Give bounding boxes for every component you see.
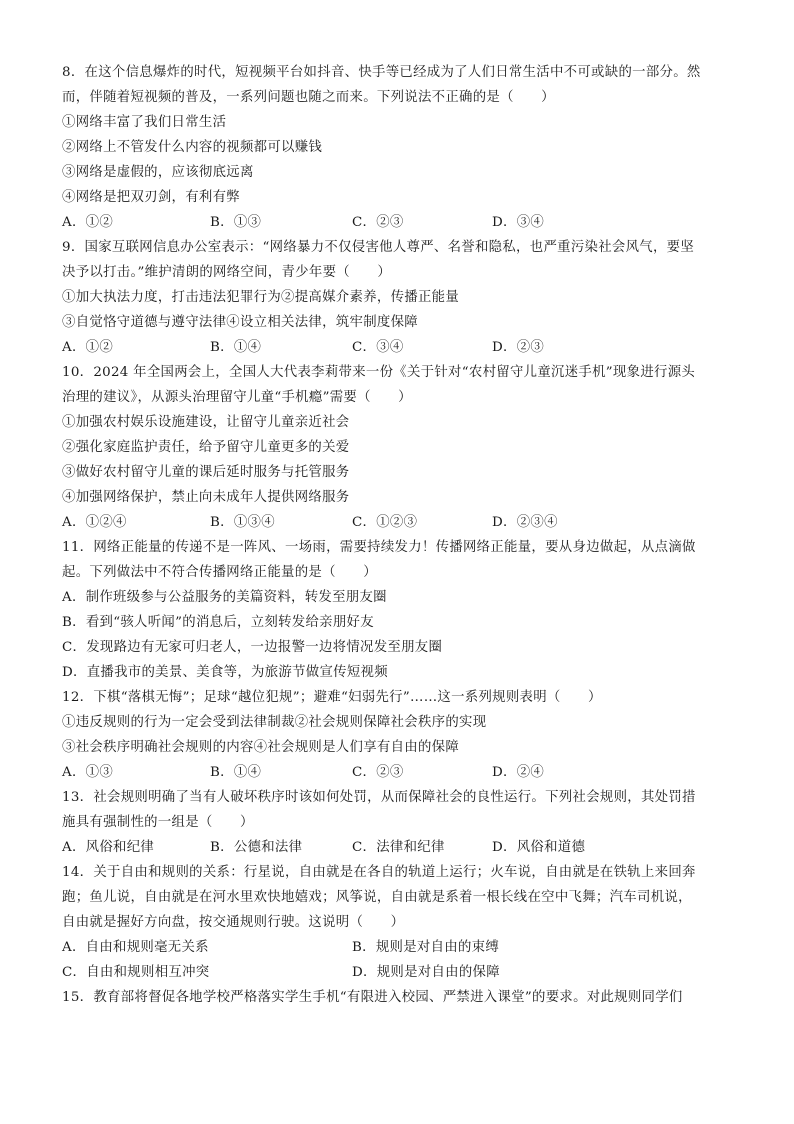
- option-a[interactable]: A．①③: [62, 765, 114, 780]
- option-c[interactable]: C．自由和规则相互冲突: [62, 965, 210, 980]
- question-text: 决予以打击。”维护清朗的网络空间，青少年要（ ）: [62, 265, 392, 280]
- question-9-item-1: [0, 285, 794, 310]
- question-14-stem-line-3: [0, 910, 794, 935]
- option-b[interactable]: B．规则是对自由的束缚: [352, 940, 500, 955]
- option-d[interactable]: D．②③④: [492, 515, 558, 530]
- question-text: 起。下列做法中不符合传播网络正能量的是（ ）: [62, 565, 377, 580]
- question-14-options-row-1: [0, 935, 794, 960]
- option-c[interactable]: C．①②③: [352, 515, 418, 530]
- option-d[interactable]: D．②④: [492, 765, 545, 780]
- item-text: ③网络是虚假的，应该彻底远离: [62, 165, 254, 180]
- question-9-stem-line-1: [0, 235, 794, 260]
- item-text: ③做好农村留守儿童的课后延时服务与托管服务: [62, 465, 350, 480]
- question-11-option-c: [0, 635, 794, 660]
- option-d[interactable]: D．②③: [492, 340, 545, 355]
- question-text: 11．网络正能量的传递不是一阵风、一场雨，需要持续发力！传播网络正能量，要从身边做起，从点滴做: [62, 540, 696, 555]
- question-text: 施具有强制性的一组是（ ）: [62, 815, 254, 830]
- option-b[interactable]: B．看到“骇人听闻”的消息后，立刻转发给亲朋好友: [62, 615, 374, 630]
- question-11-stem-line-2: [0, 560, 794, 585]
- option-d[interactable]: D．③④: [492, 215, 545, 230]
- option-c[interactable]: C．②③: [352, 215, 404, 230]
- option-c[interactable]: C．发现路边有无家可归老人，一边报警一边将情况发至朋友圈: [62, 640, 443, 655]
- item-text: ③社会秩序明确社会规则的内容④社会规则是人们享有自由的保障: [62, 740, 460, 755]
- option-c[interactable]: C．③④: [352, 340, 404, 355]
- option-a[interactable]: A．①②: [62, 215, 114, 230]
- question-text: 跑；鱼儿说，自由就是在河水里欢快地嬉戏；风筝说，自由就是系着一根长线在空中飞舞；汽车司机说，: [62, 890, 692, 905]
- option-d[interactable]: D．直播我市的美景、美食等，为旅游节做宣传短视频: [62, 665, 388, 680]
- question-10-options: [0, 510, 794, 535]
- option-b[interactable]: B．①④: [210, 765, 262, 780]
- question-11-stem-line-1: [0, 535, 794, 560]
- option-d[interactable]: D．风俗和道德: [492, 840, 586, 855]
- question-13-options: [0, 835, 794, 860]
- question-8-stem-line-2: [0, 85, 794, 110]
- question-12-stem-line-1: [0, 685, 794, 710]
- option-a[interactable]: A．制作班级参与公益服务的美篇资料，转发至朋友圈: [62, 590, 387, 605]
- question-14-stem-line-2: [0, 885, 794, 910]
- item-text: ②网络上不管发什么内容的视频都可以赚钱: [62, 140, 323, 155]
- question-text: 9．国家互联网信息办公室表示：“网络暴力不仅侵害他人尊严、名誉和隐私，也严重污染社会风气，要坚: [62, 240, 695, 255]
- option-b[interactable]: B．①④: [210, 340, 262, 355]
- question-11-option-a: [0, 585, 794, 610]
- option-b[interactable]: B．①③: [210, 215, 262, 230]
- option-b[interactable]: B．公德和法律: [210, 840, 303, 855]
- option-a[interactable]: A．自由和规则毫无关系: [62, 940, 209, 955]
- question-14-options-row-2: [0, 960, 794, 985]
- item-text: ①违反规则的行为一定会受到法律制裁②社会规则保障社会秩序的实现: [62, 715, 487, 730]
- question-12-options: [0, 760, 794, 785]
- question-11-option-d: [0, 660, 794, 685]
- option-d[interactable]: D．规则是对自由的保障: [352, 965, 500, 980]
- question-text: 15．教育部将督促各地学校严格落实学生手机“有限进入校园、严禁进入课堂”的要求。对此规则同学们: [62, 990, 683, 1005]
- question-11-option-b: [0, 610, 794, 635]
- item-text: ①网络丰富了我们日常生活: [62, 115, 227, 130]
- question-text: 治理的建议》，从源头治理留守儿童“手机瘾”需要（ ）: [62, 390, 412, 405]
- item-text: ④网络是把双刃剑，有利有弊: [62, 190, 240, 205]
- question-text: 10．2024 年全国两会上，全国人大代表李莉带来一份《关于针对“农村留守儿童沉迷手机”现象进行源头: [62, 365, 696, 380]
- question-12-item-1: [0, 710, 794, 735]
- item-text: ④加强网络保护，禁止向未成年人提供网络服务: [62, 490, 350, 505]
- question-10-item-2: [0, 435, 794, 460]
- question-10-stem-line-2: [0, 385, 794, 410]
- question-8-item-2: [0, 135, 794, 160]
- option-a[interactable]: A．①②④: [62, 515, 127, 530]
- question-14-stem-line-1: [0, 860, 794, 885]
- question-10-item-4: [0, 485, 794, 510]
- question-8-item-3: [0, 160, 794, 185]
- option-c[interactable]: C．②③: [352, 765, 404, 780]
- option-c[interactable]: C．法律和纪律: [352, 840, 445, 855]
- question-8-stem-line-1: [0, 60, 794, 85]
- question-13-stem-line-1: [0, 785, 794, 810]
- question-text: 自由就是握好方向盘，按交通规则行驶。这说明（ ）: [62, 915, 405, 930]
- question-text: 14．关于自由和规则的关系：行星说，自由就是在各自的轨道上运行；火车说，自由就是在铁轨上来回奔: [62, 865, 696, 880]
- item-text: ①加大执法力度，打击违法犯罪行为②提高媒介素养，传播正能量: [62, 290, 460, 305]
- question-15-stem-line-1: [0, 985, 794, 1010]
- question-12-item-2: [0, 735, 794, 760]
- question-9-item-2: [0, 310, 794, 335]
- question-8-item-1: [0, 110, 794, 135]
- item-text: ③自觉恪守道德与遵守法律④设立相关法律，筑牢制度保障: [62, 315, 418, 330]
- question-9-options: [0, 335, 794, 360]
- option-a[interactable]: A．①②: [62, 340, 114, 355]
- question-8-options: [0, 210, 794, 235]
- question-8-item-4: [0, 185, 794, 210]
- question-10-item-1: [0, 410, 794, 435]
- question-text: 8．在这个信息爆炸的时代，短视频平台如抖音、快手等已经成为了人们日常生活中不可或缺的一部分。然: [62, 65, 701, 80]
- item-text: ①加强农村娱乐设施建设，让留守儿童亲近社会: [62, 415, 350, 430]
- question-13-stem-line-2: [0, 810, 794, 835]
- option-b[interactable]: B．①③④: [210, 515, 275, 530]
- item-text: ②强化家庭监护责任，给予留守儿童更多的关爱: [62, 440, 350, 455]
- question-9-stem-line-2: [0, 260, 794, 285]
- option-a[interactable]: A．风俗和纪律: [62, 840, 155, 855]
- question-10-stem-line-1: [0, 360, 794, 385]
- question-text: 13．社会规则明确了当有人破坏秩序时该如何处罚，从而保障社会的良性运行。下列社会规则，其处罚措: [62, 790, 696, 805]
- question-text: 而，伴随着短视频的普及，一系列问题也随之而来。下列说法不正确的是（ ）: [62, 90, 555, 105]
- question-10-item-3: [0, 460, 794, 485]
- question-text: 12．下棋“落棋无悔”；足球“越位犯规”；避难“妇弱先行”……这一系列规则表明（ ）: [62, 690, 602, 705]
